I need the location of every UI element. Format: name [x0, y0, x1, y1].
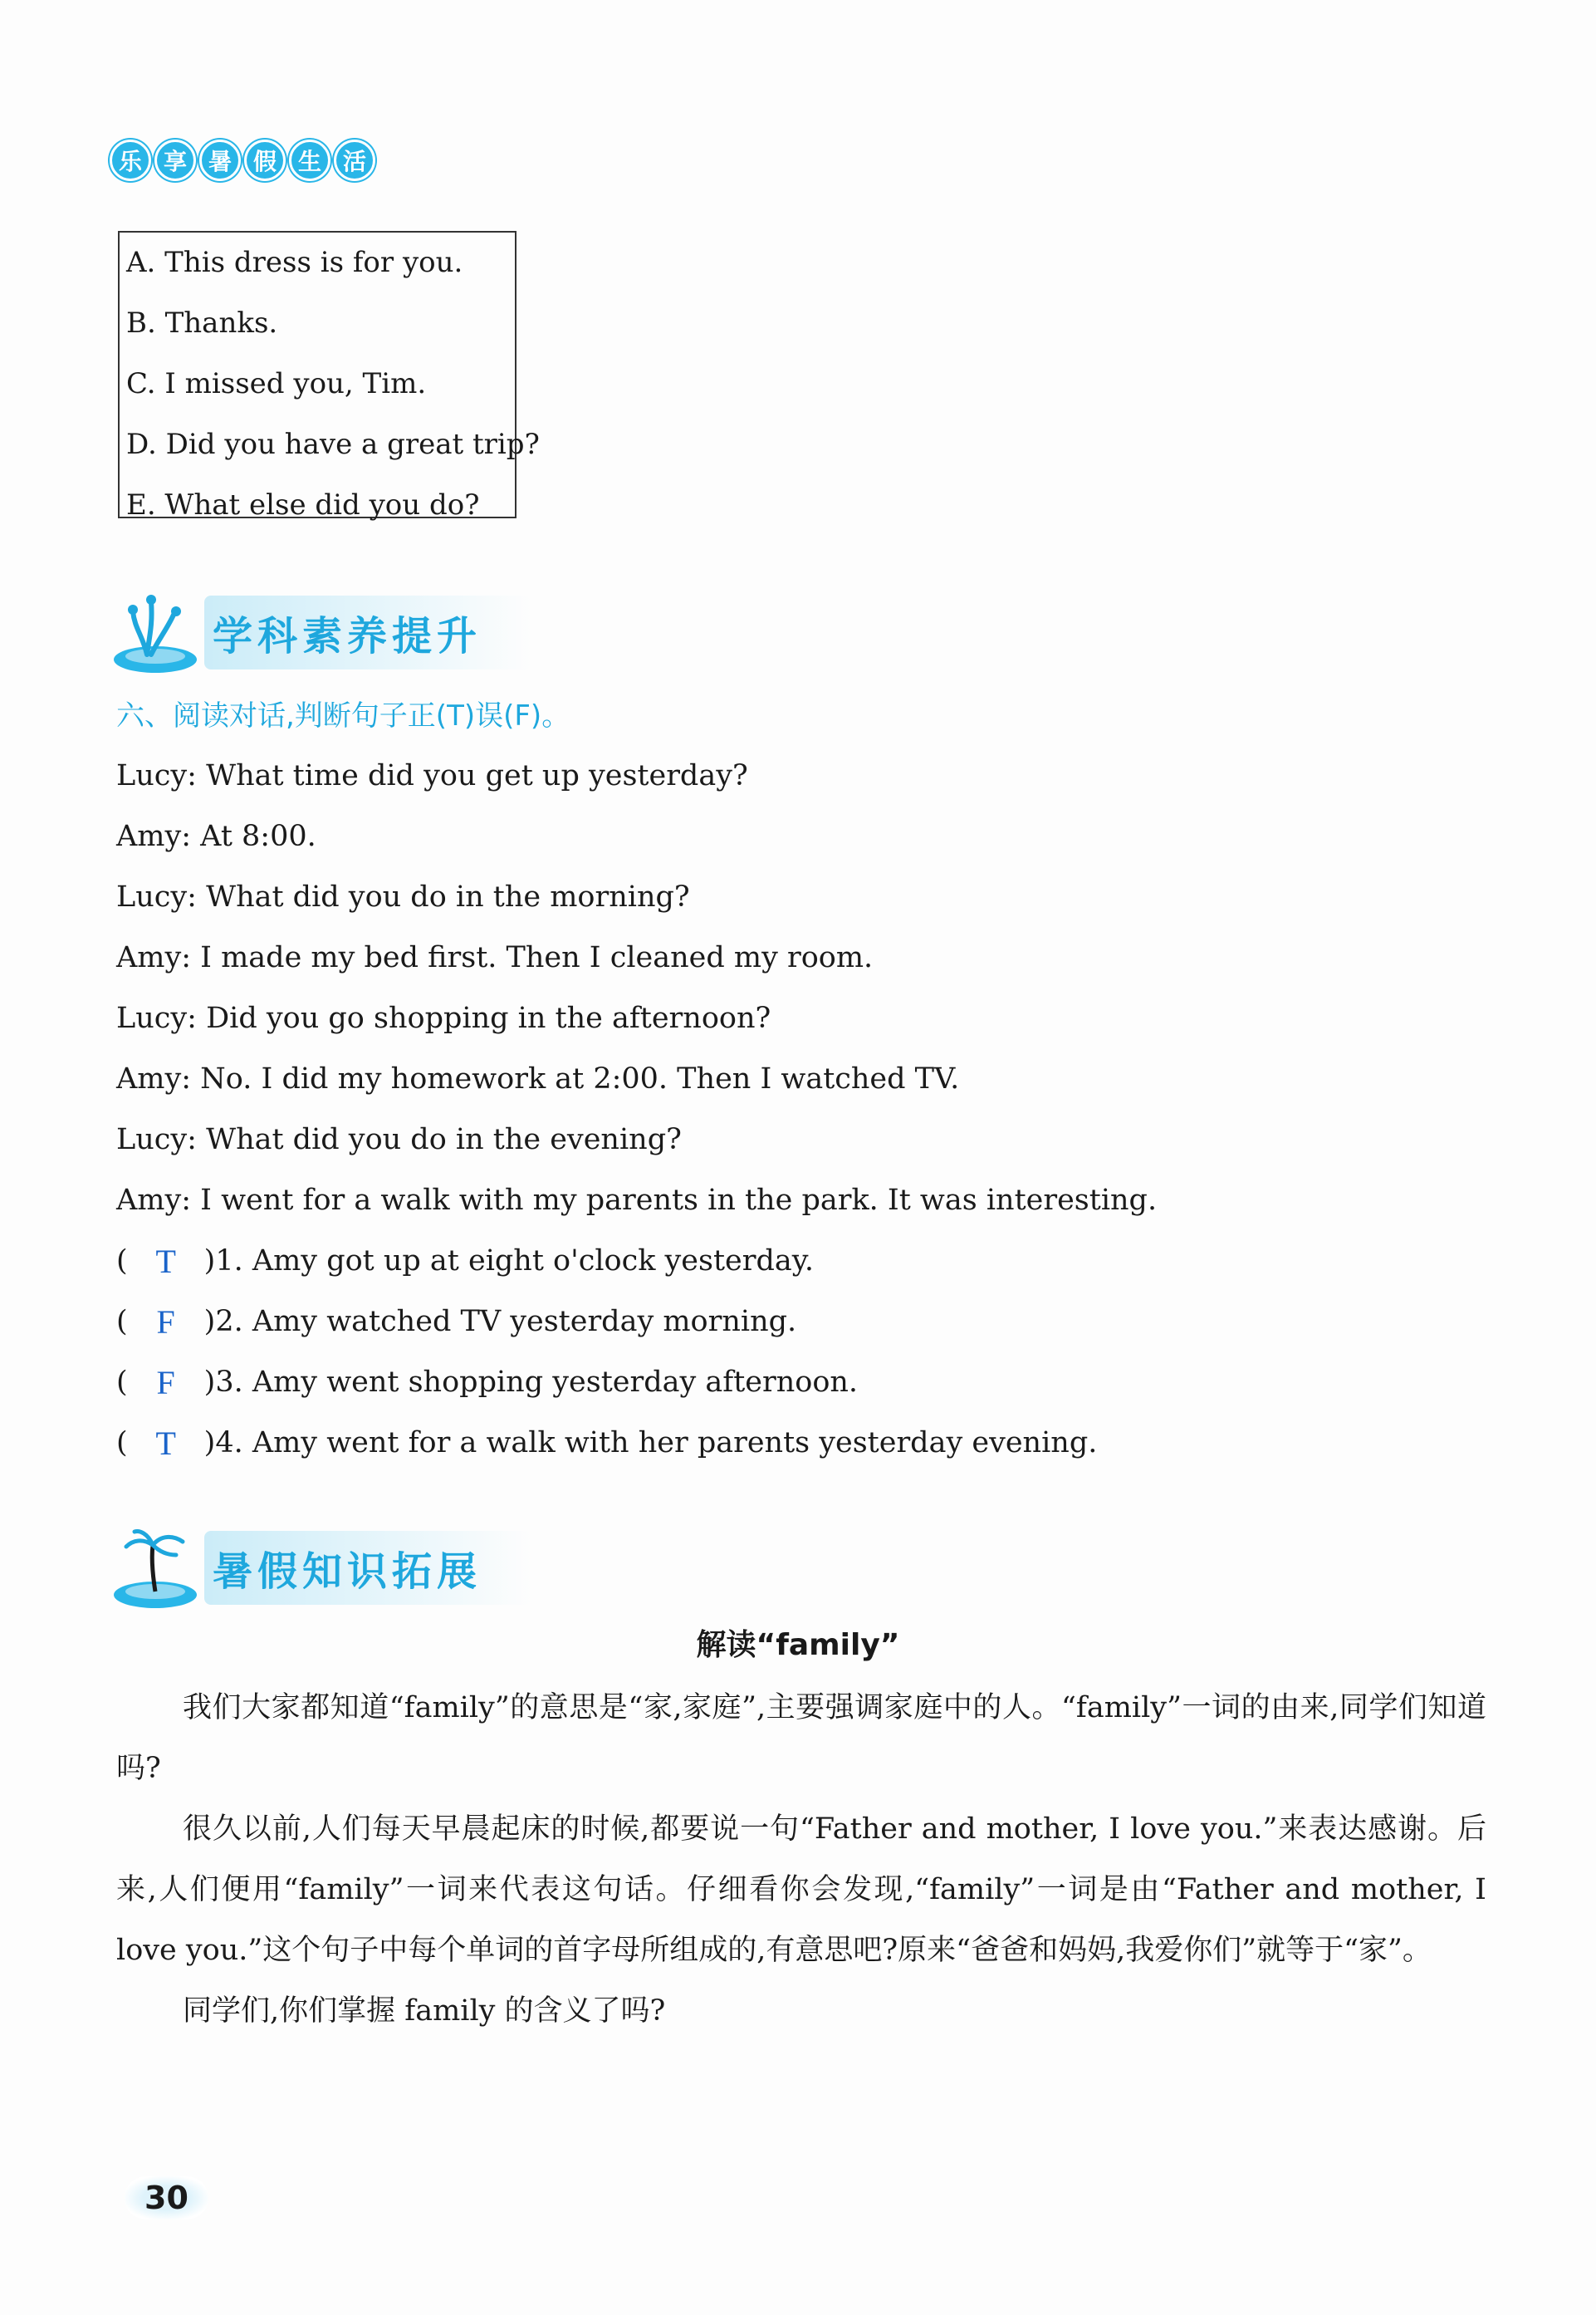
dialogue [116, 746, 1157, 1231]
speaker: Amy: [116, 1062, 192, 1096]
dialogue-line [116, 928, 1157, 988]
open-paren: ( [116, 1366, 128, 1399]
option-b: B. Thanks. [126, 307, 278, 340]
speaker: Amy: [116, 1184, 192, 1217]
option-a: A. This dress is for you. [126, 246, 463, 279]
option-d: D. Did you have a great trip? [126, 428, 540, 461]
close-paren: ) [203, 1244, 216, 1278]
options-box [118, 231, 540, 522]
section-banner-literacy [110, 586, 531, 678]
dialogue-line [116, 746, 1157, 807]
article-body [116, 1678, 1486, 2042]
question-row [116, 1292, 1097, 1352]
dialogue-line [116, 1170, 1157, 1231]
question-row [116, 1231, 1097, 1292]
speaker: Lucy: [116, 1123, 197, 1156]
speaker: Amy: [116, 941, 192, 974]
paragraph: 我们大家都知道“family”的意思是“家,家庭”,主要强调家庭中的人。“family”一词的由来,同学们知道吗? [116, 1691, 1486, 1785]
open-paren: ( [116, 1305, 128, 1338]
utterance: What did you do in the morning? [206, 880, 690, 914]
question-text: 4. Amy went for a walk with her parents yesterday evening. [215, 1426, 1098, 1459]
question-text: 3. Amy went shopping yesterday afternoon. [215, 1366, 859, 1399]
question-row [116, 1352, 1097, 1413]
question-text: 1. Amy got up at eight o'clock yesterday. [215, 1244, 815, 1278]
paragraph: 很久以前,人们每天早晨起床的时候,都要说一句“Father and mother, I love you.”来表达感谢。后来,人们便用“family”一词来代表这句话。仔细看你会发现,“family”一词是由“Father and mother, I love you.”这个句子中每个单词的首字母所组成的,有意思吧?原来“爸爸和妈妈,我爱你们”就等于“家”。 [116, 1812, 1486, 1967]
utterance: What time did you get up yesterday? [206, 759, 748, 792]
speaker: Lucy: [116, 880, 197, 914]
logo-char: 暑 [199, 140, 241, 181]
page-number: 30 [125, 2176, 208, 2219]
logo-char: 活 [334, 140, 375, 181]
option-c: C. I missed you, Tim. [126, 367, 427, 400]
instruction: 六、阅读对话,判断句子正(T)误(F)。 [116, 699, 570, 733]
dialogue-line [116, 988, 1157, 1049]
logo-char: 生 [289, 140, 330, 181]
paragraph: 同学们,你们掌握 family 的含义了吗? [183, 1994, 666, 2028]
section-title: 暑假知识拓展 [204, 1531, 531, 1605]
answer-field[interactable]: T [155, 1243, 176, 1280]
utterance: What did you do in the evening? [206, 1123, 682, 1156]
close-paren: ) [203, 1426, 216, 1459]
speaker: Amy: [116, 820, 192, 853]
logo-char: 假 [244, 140, 286, 181]
close-paren: ) [203, 1305, 216, 1338]
palm-island-icon [110, 1522, 201, 1613]
section-banner-summer [110, 1522, 531, 1613]
answer-field[interactable]: F [156, 1364, 175, 1401]
header-logo [110, 140, 375, 181]
logo-char: 享 [154, 140, 196, 181]
utterance: I went for a walk with my parents in the park. It was interesting. [200, 1184, 1158, 1217]
utterance: I made my bed first. Then I cleaned my room. [200, 941, 874, 974]
logo-char: 乐 [110, 140, 151, 181]
answer-field[interactable]: T [155, 1425, 176, 1462]
speaker: Lucy: [116, 1002, 197, 1035]
speaker: Lucy: [116, 759, 197, 792]
true-false-questions [116, 1231, 1097, 1474]
option-e: E. What else did you do? [126, 488, 480, 522]
open-paren: ( [116, 1244, 128, 1278]
utterance: At 8:00. [200, 820, 316, 853]
dialogue-line [116, 1049, 1157, 1110]
section-title: 学科素养提升 [204, 596, 531, 669]
question-text: 2. Amy watched TV yesterday morning. [215, 1305, 797, 1338]
coral-island-icon [110, 586, 201, 678]
dialogue-line [116, 807, 1157, 867]
open-paren: ( [116, 1426, 128, 1459]
close-paren: ) [203, 1366, 216, 1399]
utterance: Did you go shopping in the afternoon? [206, 1002, 771, 1035]
question-row [116, 1413, 1097, 1474]
answer-field[interactable]: F [156, 1303, 175, 1341]
dialogue-line [116, 1110, 1157, 1170]
article-title: 解读“family” [696, 1628, 900, 1662]
dialogue-line [116, 867, 1157, 928]
utterance: No. I did my homework at 2:00. Then I watched TV. [200, 1062, 960, 1096]
